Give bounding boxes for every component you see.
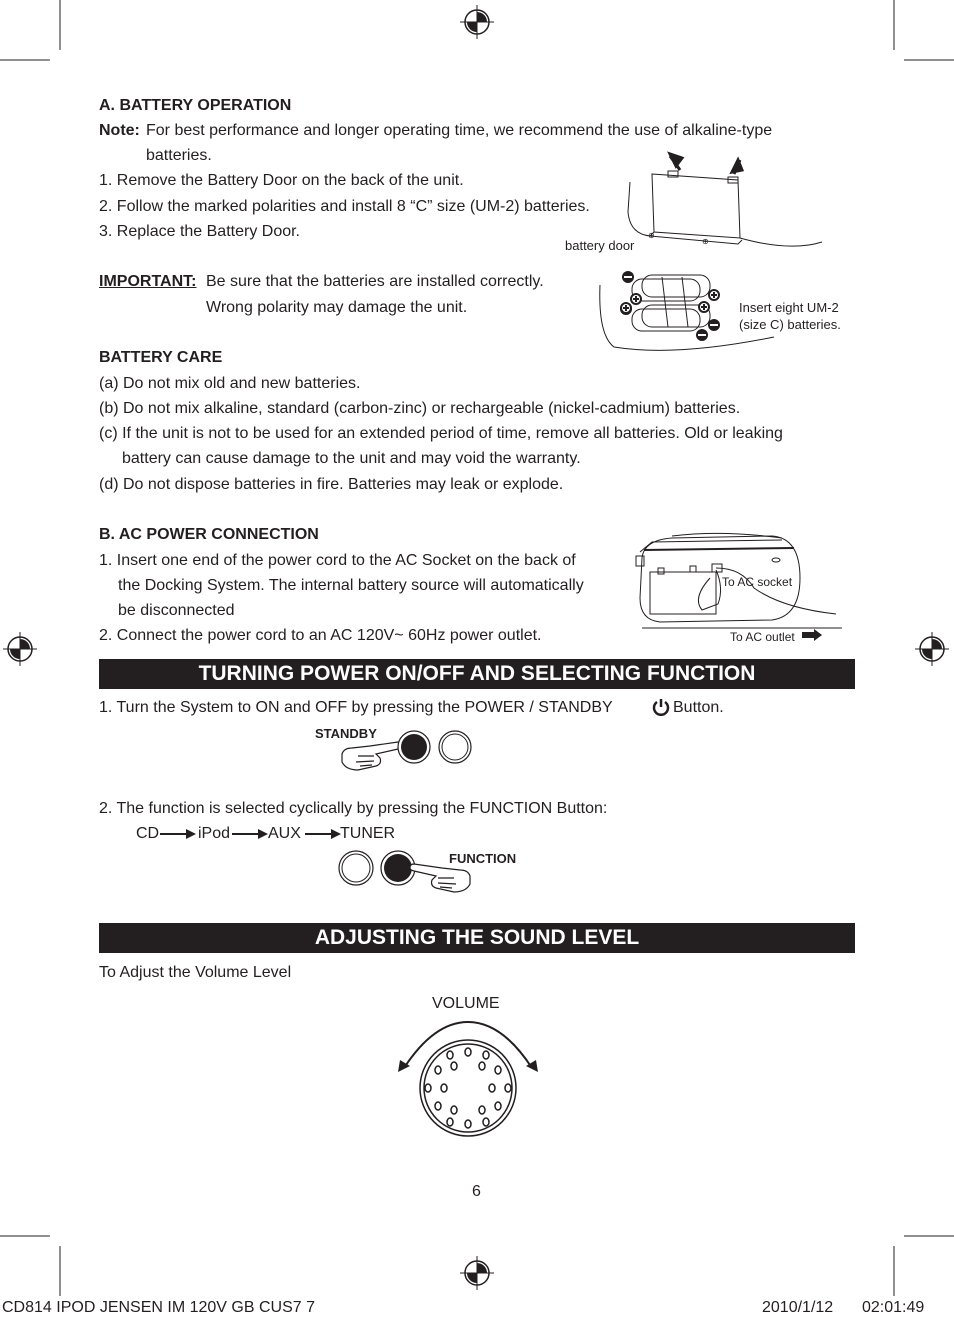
ac-step-1-line-1: 1. Insert one end of the power cord to the AC Socket on the back of [99,552,576,569]
ac-socket-label: To AC socket [722,575,793,589]
battery-care-heading: BATTERY CARE [99,349,223,366]
battery-care-item-b: (b) Do not mix alkaline, standard (carbon-zinc) or rechargeable (nickel-cadmium) batteries. [99,400,741,417]
note-text-2: batteries. [146,147,212,164]
svg-text:⊕: ⊕ [702,237,709,246]
function-hand-icon [404,860,474,900]
function-tuner: TUNER [340,825,396,842]
registration-mark-left [3,632,37,666]
battery-step-3: 3. Replace the Battery Door. [99,223,300,240]
registration-mark-bottom [460,1256,494,1290]
volume-intro: To Adjust the Volume Level [99,964,292,981]
page-number: 6 [472,1183,481,1200]
arrow-right-icon [802,629,824,641]
function-aux: AUX [268,825,301,842]
svg-text:⊕: ⊕ [648,231,655,240]
standby-label: STANDBY [315,726,377,741]
arrow-right-icon [160,829,196,839]
sound-section-title: ADJUSTING THE SOUND LEVEL [99,923,855,953]
battery-care-item-d: (d) Do not dispose batteries in fire. Batteries may leak or explode. [99,476,564,493]
note-text-1: For best performance and longer operating time, we recommend the use of alkaline-type [146,122,773,139]
round-button-off[interactable] [438,730,472,764]
battery-step-1: 1. Remove the Battery Door on the back of the unit. [99,172,464,189]
power-step-1-after: Button. [673,699,724,716]
function-ipod: iPod [198,825,231,842]
power-step-1-text: 1. Turn the System to ON and OFF by pressing the POWER / STANDBY [99,699,613,716]
battery-step-2: 2. Follow the marked polarities and install 8 “C” size (UM-2) batteries. [99,198,590,215]
power-icon [651,697,671,717]
battery-care-item-c: (c) If the unit is not to be used for an extended period of time, remove all batteries. Old or leaking [99,425,783,442]
battery-operation-heading: A. BATTERY OPERATION [99,97,292,114]
registration-mark-right [915,632,949,666]
power-section-title: TURNING POWER ON/OFF AND SELECTING FUNCTION [99,659,855,689]
function-step-2-text: 2. The function is selected cyclically by pressing the FUNCTION Button: [99,800,608,817]
volume-label: VOLUME [432,995,500,1012]
insert-batteries-label-2: (size C) batteries. [739,317,841,332]
footer-document-id: CD814 IPOD JENSEN IM 120V GB CUS7 7 [2,1299,315,1316]
battery-door-label: battery door [565,238,635,253]
function-label: FUNCTION [449,851,517,866]
battery-door-illustration [610,152,840,262]
round-button-off[interactable] [338,850,374,886]
insert-batteries-label-1: Insert eight UM-2 [739,300,839,315]
ac-power-heading: B. AC POWER CONNECTION [99,526,319,543]
note-label: Note: [99,122,140,139]
standby-button[interactable] [397,730,431,764]
important-label: IMPORTANT: [99,273,197,290]
battery-care-item-a: (a) Do not mix old and new batteries. [99,375,361,392]
ac-step-1-line-2: the Docking System. The internal battery source will automatically [118,577,584,594]
ac-step-2: 2. Connect the power cord to an AC 120V~ 60Hz power outlet. [99,627,542,644]
battery-care-item-c-cont: battery can cause damage to the unit and may void the warranty. [122,450,581,467]
footer-date: 2010/1/12 [762,1299,834,1316]
ac-outlet-label: To AC outlet [730,630,795,644]
ac-step-1-line-3: be disconnected [118,602,235,619]
important-text-1: Be sure that the batteries are installed correctly. [206,273,544,290]
volume-knob[interactable] [394,1018,544,1138]
function-cd: CD [136,825,160,842]
important-text-2: Wrong polarity may damage the unit. [206,299,468,316]
arrow-right-icon [305,829,341,839]
footer-time: 02:01:49 [862,1299,925,1316]
registration-mark-top [460,5,494,39]
arrow-right-icon [232,829,268,839]
